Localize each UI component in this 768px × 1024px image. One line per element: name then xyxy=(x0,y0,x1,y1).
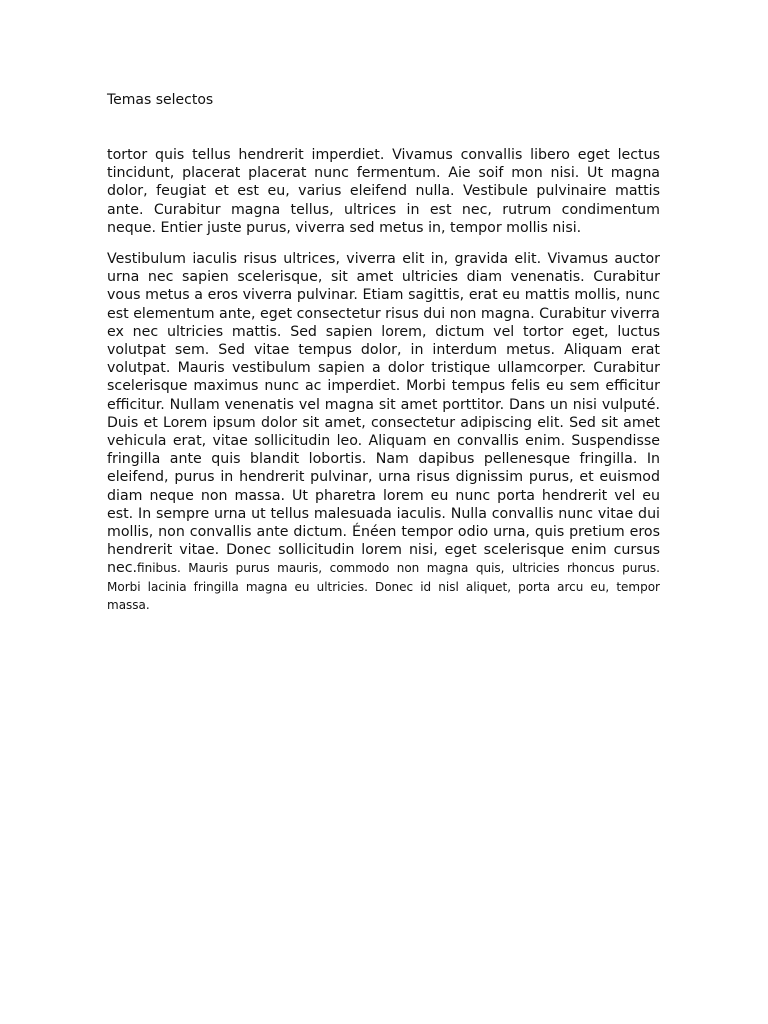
paragraph-2-main-text: Vestibulum iaculis risus ultrices, viverra elit in, gravida elit. Vivamus auctor urna nec sapien scelerisque, sit amet ultricies diam venenatis. Curabitur vous metus a eros viverra pulvinar. Etiam sagittis, erat eu mattis mollis, nunc est elementum ante, eget consectetur risus dui non magna. Curabitur viverra ex nec ultricies mattis. Sed sapien lorem, dictum vel tortor eget, luctus volutpat sem. Sed vitae tempus dolor, in interdum metus. Aliquam erat volutpat. Mauris vestibulum sapien a dolor tristique ullamcorper. Curabitur scelerisque maximus nunc ac imperdiet. Morbi tempus felis eu sem efficitur efficitur. Nullam venenatis vel magna sit amet porttitor. Dans un nisi vulputé. Duis et Lorem ipsum dolor sit amet, consectetur adipiscing elit. Sed sit amet vehicula erat, vitae sollicitudin leo. Aliquam en convallis enim. Suspendisse fringilla ante quis blandit lobortis. Nam dapibus pellenesque fringilla. In eleifend, purus in hendrerit pulvinar, urna risus dignissim purus, et euismod diam neque non massa. Ut pharetra lorem eu nunc porta hendrerit vel eu est. In sempre urna ut tellus malesuada iaculis. Nulla convallis nunc vitae dui mollis, non convallis ante dictum. Énéen tempor odio urna, quis pretium eros hendrerit vitae. Donec sollicitudin lorem nisi, eget scelerisque enim cursus nec. xyxy=(107,251,660,577)
paragraph-1: tortor quis tellus hendrerit imperdiet. Vivamus convallis libero eget lectus tincidunt, placerat placerat nunc fermentum. Aie soif mon nisi. Ut magna dolor, feugiat et est eu, varius eleifend nulla. Vestibule pulvinaire mattis ante. Curabitur magna tellus, ultrices in est nec, rutrum condimentum neque. Entier juste purus, viverra sed metus in, tempor mollis nisi. xyxy=(107,147,660,236)
paragraph-2-small-text: finibus. Mauris purus mauris, commodo non magna quis, ultricies rhoncus purus. Morbi lacinia fringilla magna eu ultricies. Donec id nisl aliquet, porta arcu eu, tempor massa. xyxy=(107,561,660,612)
paragraph-2 xyxy=(107,250,660,614)
document-header: Temas selectos xyxy=(107,92,214,108)
document-page xyxy=(107,91,660,614)
